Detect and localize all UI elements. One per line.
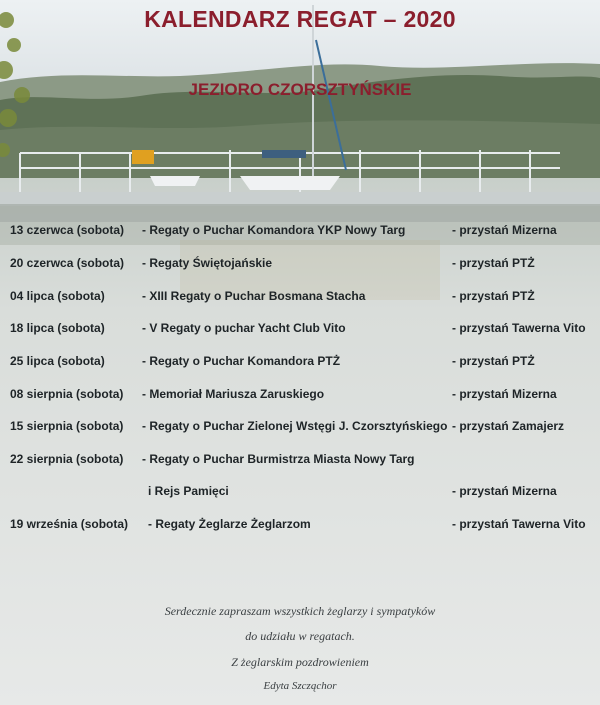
closing-line-2: do udziału w regatach. <box>245 629 355 643</box>
event-date: 15 sierpnia (sobota) <box>10 419 124 433</box>
event-name: - Regaty Żeglarze Żeglarzom <box>148 517 311 531</box>
event-place: - przystań Tawerna Vito <box>452 517 586 531</box>
event-date: 13 czerwca (sobota) <box>10 223 125 237</box>
event-date: 22 sierpnia (sobota) <box>10 452 124 466</box>
event-name: - Memoriał Mariusza Zaruskiego <box>142 387 325 401</box>
event-name: - Regaty o Puchar Komandora YKP Nowy Targ <box>142 223 406 237</box>
event-place: - przystań Zamajerz <box>452 419 565 433</box>
event-row <box>0 452 600 474</box>
event-date: 18 lipca (sobota) <box>10 321 105 335</box>
event-date: 04 lipca (sobota) <box>10 289 105 303</box>
event-row <box>0 321 600 343</box>
event-place: - przystań Mizerna <box>452 223 557 237</box>
event-name: - V Regaty o puchar Yacht Club Vito <box>142 321 346 335</box>
event-place: - przystań Tawerna Vito <box>452 321 586 335</box>
event-row <box>0 354 600 376</box>
event-name: - Regaty o Puchar Zielonej Wstęgi J. Czorsztyńskiego <box>142 419 448 433</box>
event-row <box>0 419 600 441</box>
event-row <box>0 484 600 506</box>
event-row <box>0 256 600 278</box>
event-name: - Regaty o Puchar Burmistrza Miasta Nowy Targ <box>142 452 415 466</box>
event-row <box>0 223 600 245</box>
event-name: i Rejs Pamięci <box>148 484 229 498</box>
closing-line-1: Serdecznie zapraszam wszystkich żeglarzy i sympatyków <box>164 604 436 618</box>
event-row <box>0 517 600 539</box>
event-date: 25 lipca (sobota) <box>10 354 105 368</box>
event-date: 08 sierpnia (sobota) <box>10 387 124 401</box>
event-place: - przystań PTŻ <box>452 256 535 270</box>
event-name: - Regaty Świętojańskie <box>142 256 273 270</box>
event-place: - przystań Mizerna <box>452 484 557 498</box>
page-subtitle: JEZIORO CZORSZTYŃSKIE <box>188 80 412 99</box>
event-place: - przystań PTŻ <box>452 289 535 303</box>
event-place: - przystań Mizerna <box>452 387 557 401</box>
closing-line-3: Z żeglarskim pozdrowieniem <box>231 655 369 669</box>
page-title: KALENDARZ REGAT – 2020 <box>144 6 456 32</box>
event-row <box>0 289 600 311</box>
event-date: 19 września (sobota) <box>10 517 129 531</box>
event-name: - Regaty o Puchar Komandora PTŻ <box>142 354 341 368</box>
signature: Edyta Szcząchor <box>263 680 337 692</box>
event-row <box>0 387 600 409</box>
event-date: 20 czerwca (sobota) <box>10 256 125 270</box>
event-place: - przystań PTŻ <box>452 354 535 368</box>
event-name: - XIII Regaty o Puchar Bosmana Stacha <box>142 289 366 303</box>
